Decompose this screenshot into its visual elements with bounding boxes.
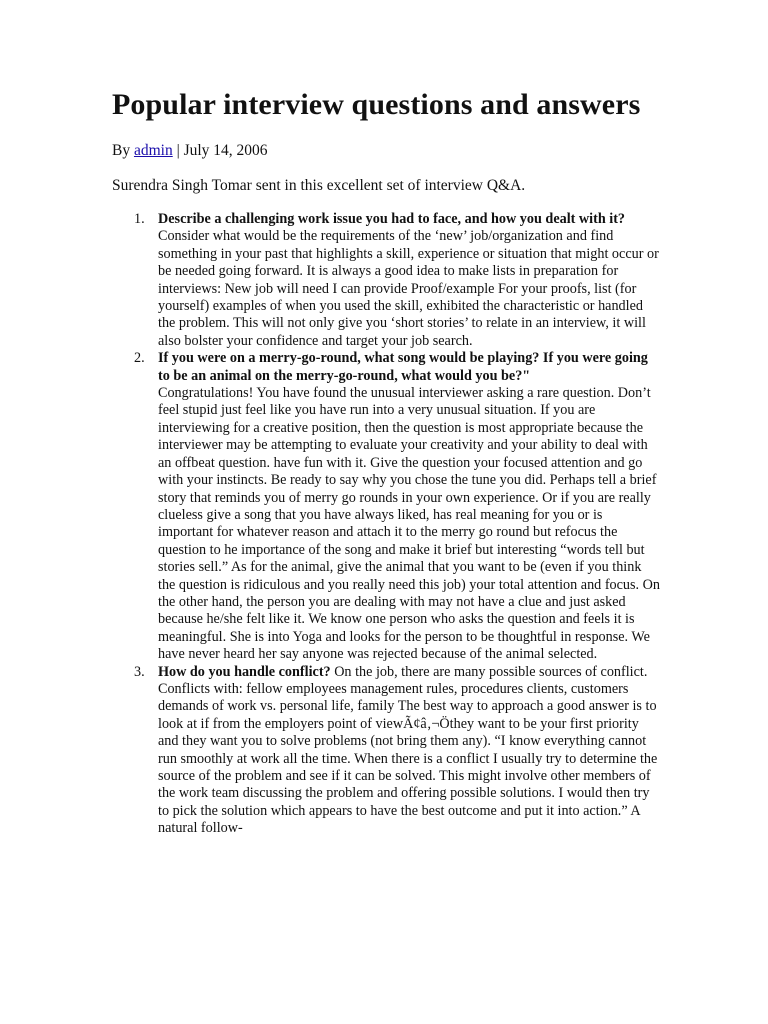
author-link[interactable]: admin	[133, 142, 173, 159]
qa-answer: On the job, there are many possible sources of conflict. Conflicts with: fellow employees management rules, procedures clients, customers demands of work vs. personal life, family The best way to approach a good answer is to look at if from the employers point of viewÃ¢â‚¬Öthey want to be your first priority and they want you to solve problems (not bring them any). “I know everything cannot run smoothly at work all the time. When there is a conflict I usually try to determine the source of the problem and see if it can be solved. This might involve other members of the work team discussing the problem and offering possible solutions. I would then try to pick the solution which appears to have the best outcome and put it into action.” A natural follow-	[158, 663, 658, 837]
qa-question: How do you handle conflict?	[158, 663, 331, 680]
qa-number: 3.	[134, 663, 145, 680]
qa-question: Describe a challenging work issue you had to face, and how you dealt with it?	[158, 211, 626, 227]
qa-answer: Congratulations! You have found the unusual interviewer asking a rare question. Don’t feel stupid just feel like you have run into a very unusual situation. If you are interviewing for a creative position, then the question is most appropriate because the interviewer may be attempting to evaluate your creativity and your ability to deal with an offbeat question. have fun with it. Give the question your focused attention and go with your instincts. Be ready to say why you chose the tune you did. Perhaps tell a brief story that reminds you of merry go rounds in your own experience. Or if you are really clueless give a song that you have always liked, has real meaning for you or is important for whatever reason and attach it to the merry go round but refocus the question to he importance of the song and make it brief but interesting “words tell but stories sell.” As for the animal, give the animal that you want to be (even if you think the question is ridiculous and you really need this job) your total attention and focus. On the other hand, the person you are dealing with may not have a clue and just asked because he/she felt like it. We know one person who asks the question and feels it is meaningful. She is into Yoga and looks for the person to be thoughtful in response. We have never heard her say anyone was rejected because of the animal selected.	[158, 385, 660, 663]
qa-list	[112, 211, 660, 838]
byline-prefix: By	[112, 142, 134, 159]
qa-number: 2.	[134, 350, 145, 367]
byline-separator: |	[172, 142, 184, 159]
qa-item	[112, 350, 660, 663]
publish-date: July 14, 2006	[183, 142, 268, 159]
qa-answer: Consider what would be the requirements of the ‘new’ job/organization and find something in your past that highlights a skill, experience or situation that might occur or be needed going forward. It is always a good idea to make lists in preparation for interviews: New job will need I can provide Proof/example For your proofs, list (for yourself) examples of when you used the skill, exhibited the characteristic or handled the problem. This will not only give you ‘short stories’ to relate in an interview, it will also bolster your confidence and target your job search.	[158, 228, 659, 349]
intro-paragraph: Surendra Singh Tomar sent in this excellent set of interview Q&A.	[112, 177, 526, 194]
qa-question: If you were on a merry-go-round, what song would be playing? If you were going to be an animal on the merry-go-round, what would you be?"	[158, 350, 648, 384]
byline	[112, 142, 268, 160]
qa-item	[112, 664, 660, 838]
qa-item	[112, 211, 660, 350]
article-title: Popular interview questions and answers	[112, 88, 641, 121]
qa-number: 1.	[134, 211, 145, 227]
